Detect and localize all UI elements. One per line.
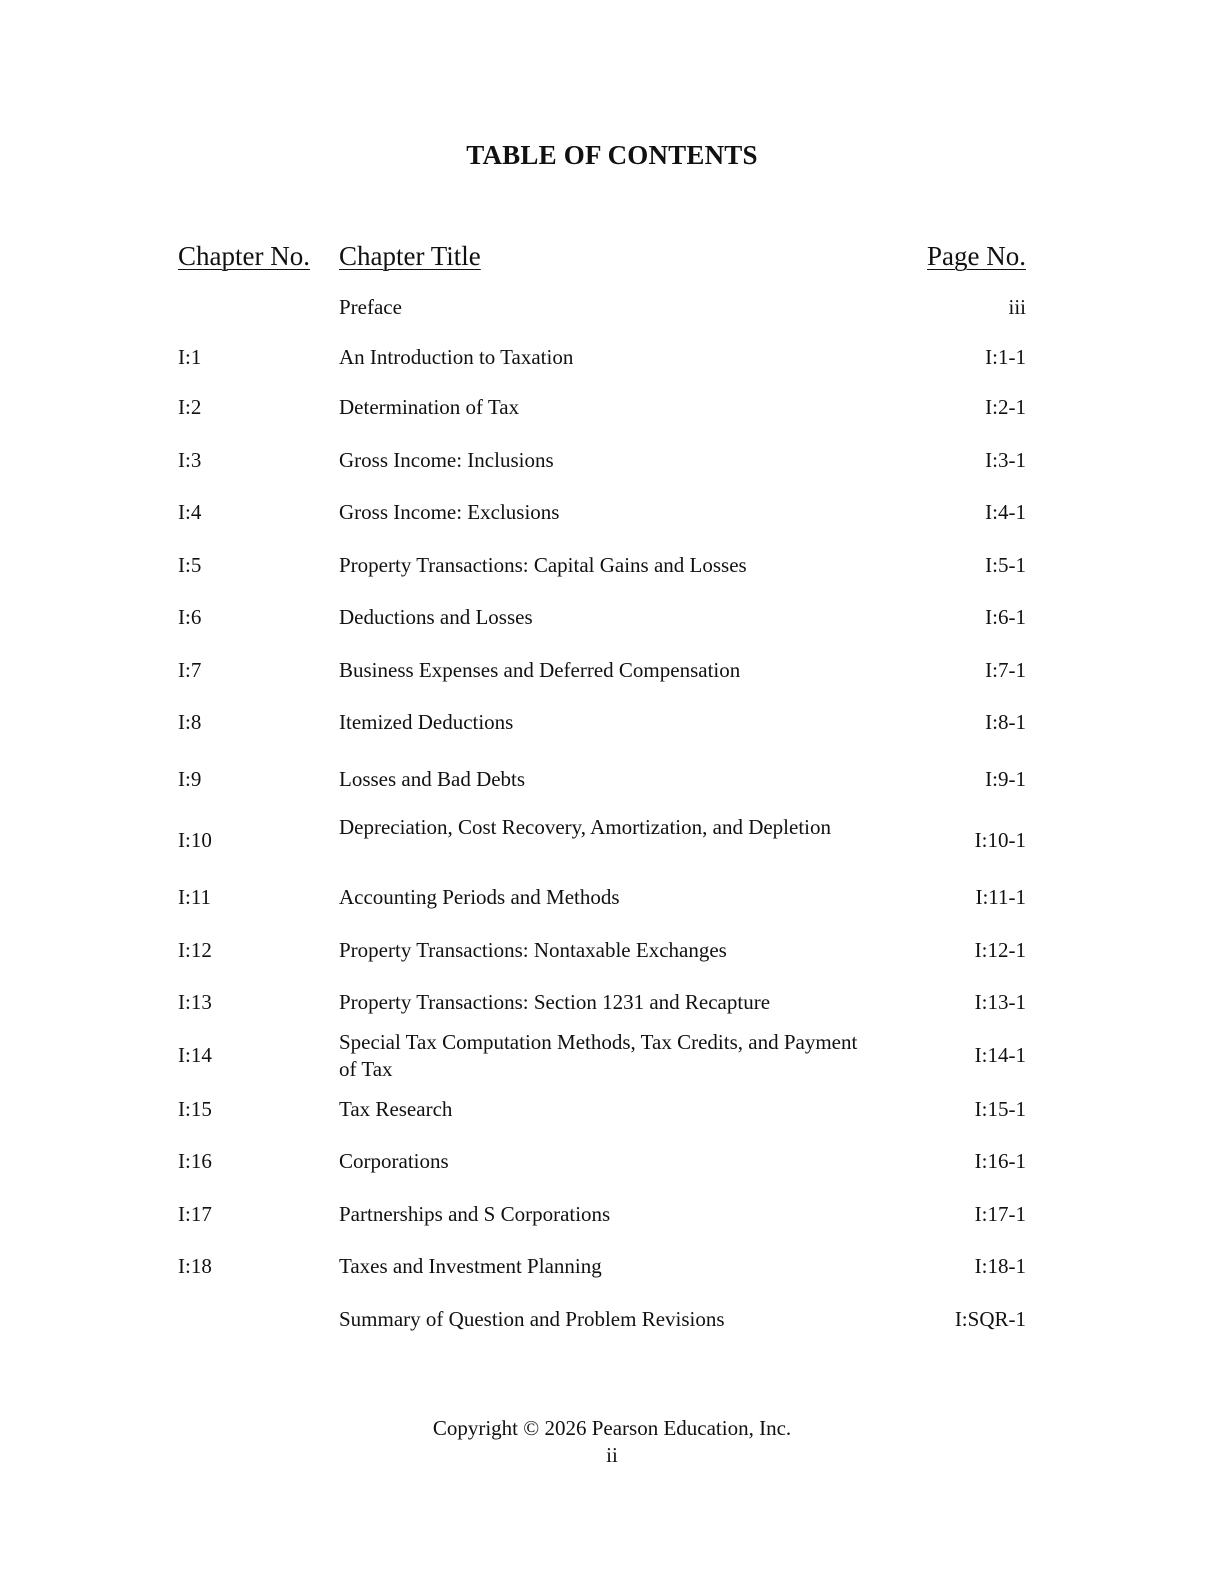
chapter-number: I:2 bbox=[178, 395, 202, 419]
chapter-title: Property Transactions: Capital Gains and Losses bbox=[339, 553, 747, 577]
chapter-title: Gross Income: Exclusions bbox=[339, 500, 560, 524]
page-number: I:2-1 bbox=[985, 395, 1026, 419]
chapter-title: Preface bbox=[339, 295, 402, 319]
page-number: I:13-1 bbox=[974, 990, 1026, 1014]
chapter-title: Corporations bbox=[339, 1149, 449, 1173]
chapter-title: Property Transactions: Nontaxable Exchanges bbox=[339, 938, 727, 962]
header-chapter-title: Chapter Title bbox=[339, 241, 481, 271]
chapter-title: Losses and Bad Debts bbox=[339, 767, 526, 791]
chapter-title: Business Expenses and Deferred Compensation bbox=[339, 658, 741, 682]
chapter-number: I:7 bbox=[178, 658, 202, 682]
chapter-title: Special Tax Computation Methods, Tax Credits, and Payment of Tax bbox=[339, 1030, 858, 1081]
footer-page-number: ii bbox=[606, 1443, 618, 1467]
page-number: I:11-1 bbox=[975, 885, 1026, 909]
chapter-number: I:6 bbox=[178, 605, 202, 629]
page-number: I:12-1 bbox=[974, 938, 1026, 962]
chapter-title: Determination of Tax bbox=[339, 395, 520, 419]
chapter-title: Summary of Question and Problem Revisions bbox=[339, 1307, 725, 1331]
chapter-number: I:8 bbox=[178, 710, 202, 734]
chapter-title: Tax Research bbox=[339, 1097, 453, 1121]
page-number: I:9-1 bbox=[985, 767, 1026, 791]
page-number: I:4-1 bbox=[985, 500, 1026, 524]
chapter-title: Accounting Periods and Methods bbox=[339, 885, 620, 909]
chapter-title: Property Transactions: Section 1231 and Recapture bbox=[339, 990, 771, 1014]
chapter-title: Gross Income: Inclusions bbox=[339, 448, 554, 472]
chapter-number: I:3 bbox=[178, 448, 202, 472]
page-number: I:1-1 bbox=[985, 345, 1026, 369]
chapter-title: Partnerships and S Corporations bbox=[339, 1202, 611, 1226]
chapter-title: Itemized Deductions bbox=[339, 710, 514, 734]
copyright-notice: Copyright © 2026 Pearson Education, Inc. bbox=[432, 1416, 792, 1440]
page-number: I:8-1 bbox=[985, 710, 1026, 734]
page-number: I:7-1 bbox=[985, 658, 1026, 682]
chapter-number: I:1 bbox=[178, 345, 202, 369]
chapter-number: I:13 bbox=[178, 990, 212, 1014]
page-number: I:SQR-1 bbox=[954, 1307, 1026, 1331]
chapter-number: I:5 bbox=[178, 553, 202, 577]
chapter-number: I:11 bbox=[178, 885, 212, 909]
chapter-number: I:15 bbox=[178, 1097, 212, 1121]
page-number: I:16-1 bbox=[974, 1149, 1026, 1173]
page-number: I:6-1 bbox=[985, 605, 1026, 629]
page-number: I:18-1 bbox=[974, 1254, 1026, 1278]
chapter-number: I:12 bbox=[178, 938, 212, 962]
header-chapter-no: Chapter No. bbox=[178, 241, 310, 271]
chapter-number: I:4 bbox=[178, 500, 202, 524]
chapter-number: I:9 bbox=[178, 767, 202, 791]
chapter-number: I:14 bbox=[178, 1043, 212, 1067]
page-footer bbox=[0, 1415, 1224, 1469]
page-number: I:17-1 bbox=[974, 1202, 1026, 1226]
chapter-title: Deductions and Losses bbox=[339, 605, 533, 629]
chapter-title: Depreciation, Cost Recovery, Amortization, and Depletion bbox=[339, 815, 832, 839]
chapter-title: An Introduction to Taxation bbox=[339, 345, 574, 369]
header-page-no: Page No. bbox=[927, 241, 1026, 271]
chapter-number: I:10 bbox=[178, 828, 212, 852]
chapter-number: I:16 bbox=[178, 1149, 212, 1173]
page-number: I:10-1 bbox=[974, 828, 1026, 852]
page-number: I:14-1 bbox=[974, 1043, 1026, 1067]
chapter-number: I:17 bbox=[178, 1202, 212, 1226]
page-number: I:15-1 bbox=[974, 1097, 1026, 1121]
page-number: iii bbox=[1008, 295, 1026, 319]
page-number: I:5-1 bbox=[985, 553, 1026, 577]
page-number: I:3-1 bbox=[985, 448, 1026, 472]
page-title: TABLE OF CONTENTS bbox=[466, 140, 758, 170]
chapter-number: I:18 bbox=[178, 1254, 212, 1278]
chapter-title: Taxes and Investment Planning bbox=[339, 1254, 602, 1278]
